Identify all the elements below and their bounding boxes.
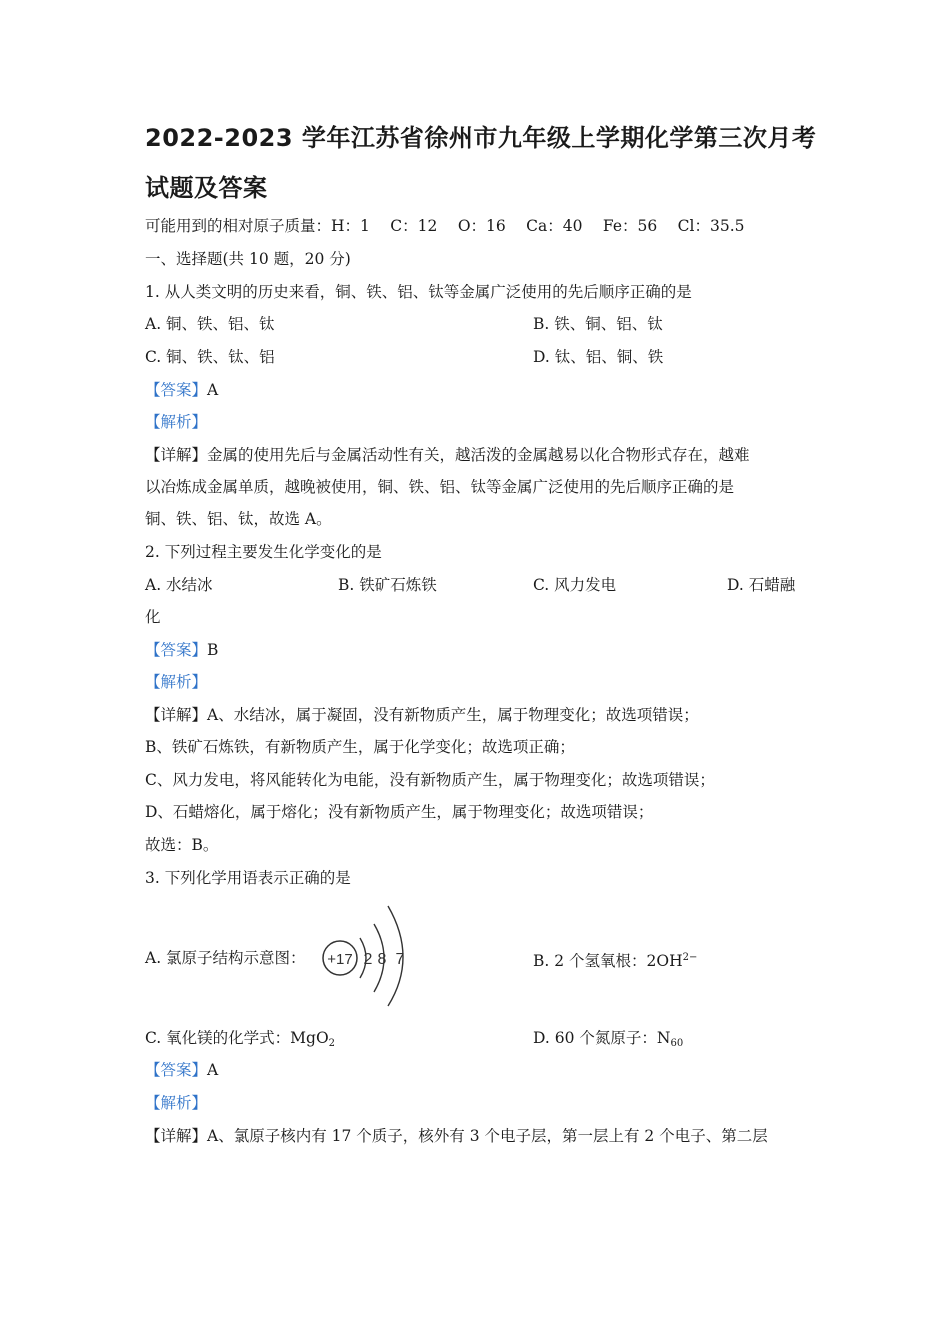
- q3-analysis-tag: [145, 1093, 207, 1113]
- shell-2-count: 8: [377, 951, 387, 968]
- q3-option-c-text: C. 氧化镁的化学式：MgO: [145, 1029, 329, 1047]
- answer-value: B: [207, 641, 219, 659]
- answer-tag: 【答案】: [145, 381, 208, 399]
- document-title-line2: 试题及答案: [145, 174, 268, 202]
- q2-answer: [145, 640, 218, 660]
- q2-detail-2: B、铁矿石炼铁，有新物质产生，属于化学变化；故选项正确；: [145, 738, 575, 756]
- q1-detail-1: [145, 445, 750, 465]
- q2-stem: 2. 下列过程主要发生化学变化的是: [145, 543, 382, 561]
- detail-tag: 【详解】: [145, 446, 208, 464]
- q3-option-d-subscript: 60: [670, 1038, 684, 1049]
- q3-option-b-superscript: 2−: [682, 952, 698, 963]
- analysis-tag: 【解析】: [145, 673, 208, 691]
- shell-1-count: 2: [363, 951, 373, 968]
- q1-detail-3: 铜、铁、铝、钛，故选 A。: [145, 510, 332, 528]
- q1-analysis-tag: [145, 412, 207, 432]
- q1-stem: 1. 从人类文明的历史来看，铜、铁、铝、钛等金属广泛使用的先后顺序正确的是: [145, 283, 692, 301]
- q2-detail-5: 故选：B。: [145, 836, 219, 854]
- detail-tag: 【详解】: [145, 706, 208, 724]
- q1-detail-2: 以冶炼成金属单质，越晚被使用，铜、铁、铝、钛等金属广泛使用的先后顺序正确的是: [145, 478, 735, 496]
- q3-stem: 3. 下列化学用语表示正确的是: [145, 869, 351, 887]
- detail-text: 金属的使用先后与金属活动性有关，越活泼的金属越易以化合物形式存在，越难: [207, 446, 750, 464]
- q1-option-d: D. 钛、铝、铜、铁: [533, 348, 664, 366]
- q3-option-d: [533, 1028, 683, 1054]
- answer-tag: 【答案】: [145, 1061, 208, 1079]
- q1-option-a: A. 铜、铁、铝、钛: [145, 315, 275, 333]
- answer-tag: 【答案】: [145, 641, 208, 659]
- analysis-tag: 【解析】: [145, 1094, 208, 1112]
- q2-option-d-continued: 化: [145, 608, 161, 626]
- detail-text: A、水结冰，属于凝固，没有新物质产生，属于物理变化；故选项错误；: [207, 706, 699, 724]
- q2-option-b: B. 铁矿石炼铁: [338, 576, 437, 594]
- q2-detail-3: C、风力发电，将风能转化为电能，没有新物质产生，属于物理变化；故选项错误；: [145, 771, 715, 789]
- q2-option-c: C. 风力发电: [533, 576, 617, 594]
- q3-option-b-text: B. 2 个氢氧根：2OH: [533, 952, 683, 970]
- q2-option-d: D. 石蜡融: [727, 576, 796, 594]
- q3-option-a: A. 氯原子结构示意图：: [145, 949, 306, 967]
- document-title-line1: 2022-2023 学年江苏省徐州市九年级上学期化学第三次月考: [145, 124, 817, 152]
- analysis-tag: 【解析】: [145, 413, 208, 431]
- q2-detail-1: [145, 705, 699, 725]
- answer-value: A: [207, 381, 219, 399]
- q1-option-b: B. 铁、铜、铝、钛: [533, 315, 663, 333]
- nucleus-charge: +17: [327, 951, 353, 968]
- q3-option-c-subscript: 2: [328, 1038, 336, 1049]
- q3-answer: [145, 1060, 218, 1080]
- q3-detail-1: [145, 1126, 768, 1146]
- q2-analysis-tag: [145, 672, 207, 692]
- q2-detail-4: D、石蜡熔化，属于熔化；没有新物质产生，属于物理变化；故选项错误；: [145, 803, 654, 821]
- atomic-mass-line: 可能用到的相对原子质量：H：1 C：12 O：16 Ca：40 Fe：56 Cl：35.5: [145, 217, 745, 235]
- q1-option-c: C. 铜、铁、钛、铝: [145, 348, 275, 366]
- q3-option-b: [533, 948, 697, 971]
- answer-value: A: [207, 1061, 219, 1079]
- detail-tag: 【详解】: [145, 1127, 208, 1145]
- q2-option-a: A. 水结冰: [145, 576, 213, 594]
- q3-option-d-text: D. 60 个氮原子：N: [533, 1029, 671, 1047]
- chlorine-atom-diagram: [318, 900, 418, 1008]
- section-heading: 一、选择题(共 10 题，20 分): [145, 250, 351, 268]
- detail-text: A、氯原子核内有 17 个质子，核外有 3 个电子层，第一层上有 2 个电子、第二层: [207, 1127, 768, 1145]
- shell-3-count: 7: [395, 951, 405, 968]
- q1-answer: [145, 380, 218, 400]
- q3-option-c: [145, 1028, 335, 1054]
